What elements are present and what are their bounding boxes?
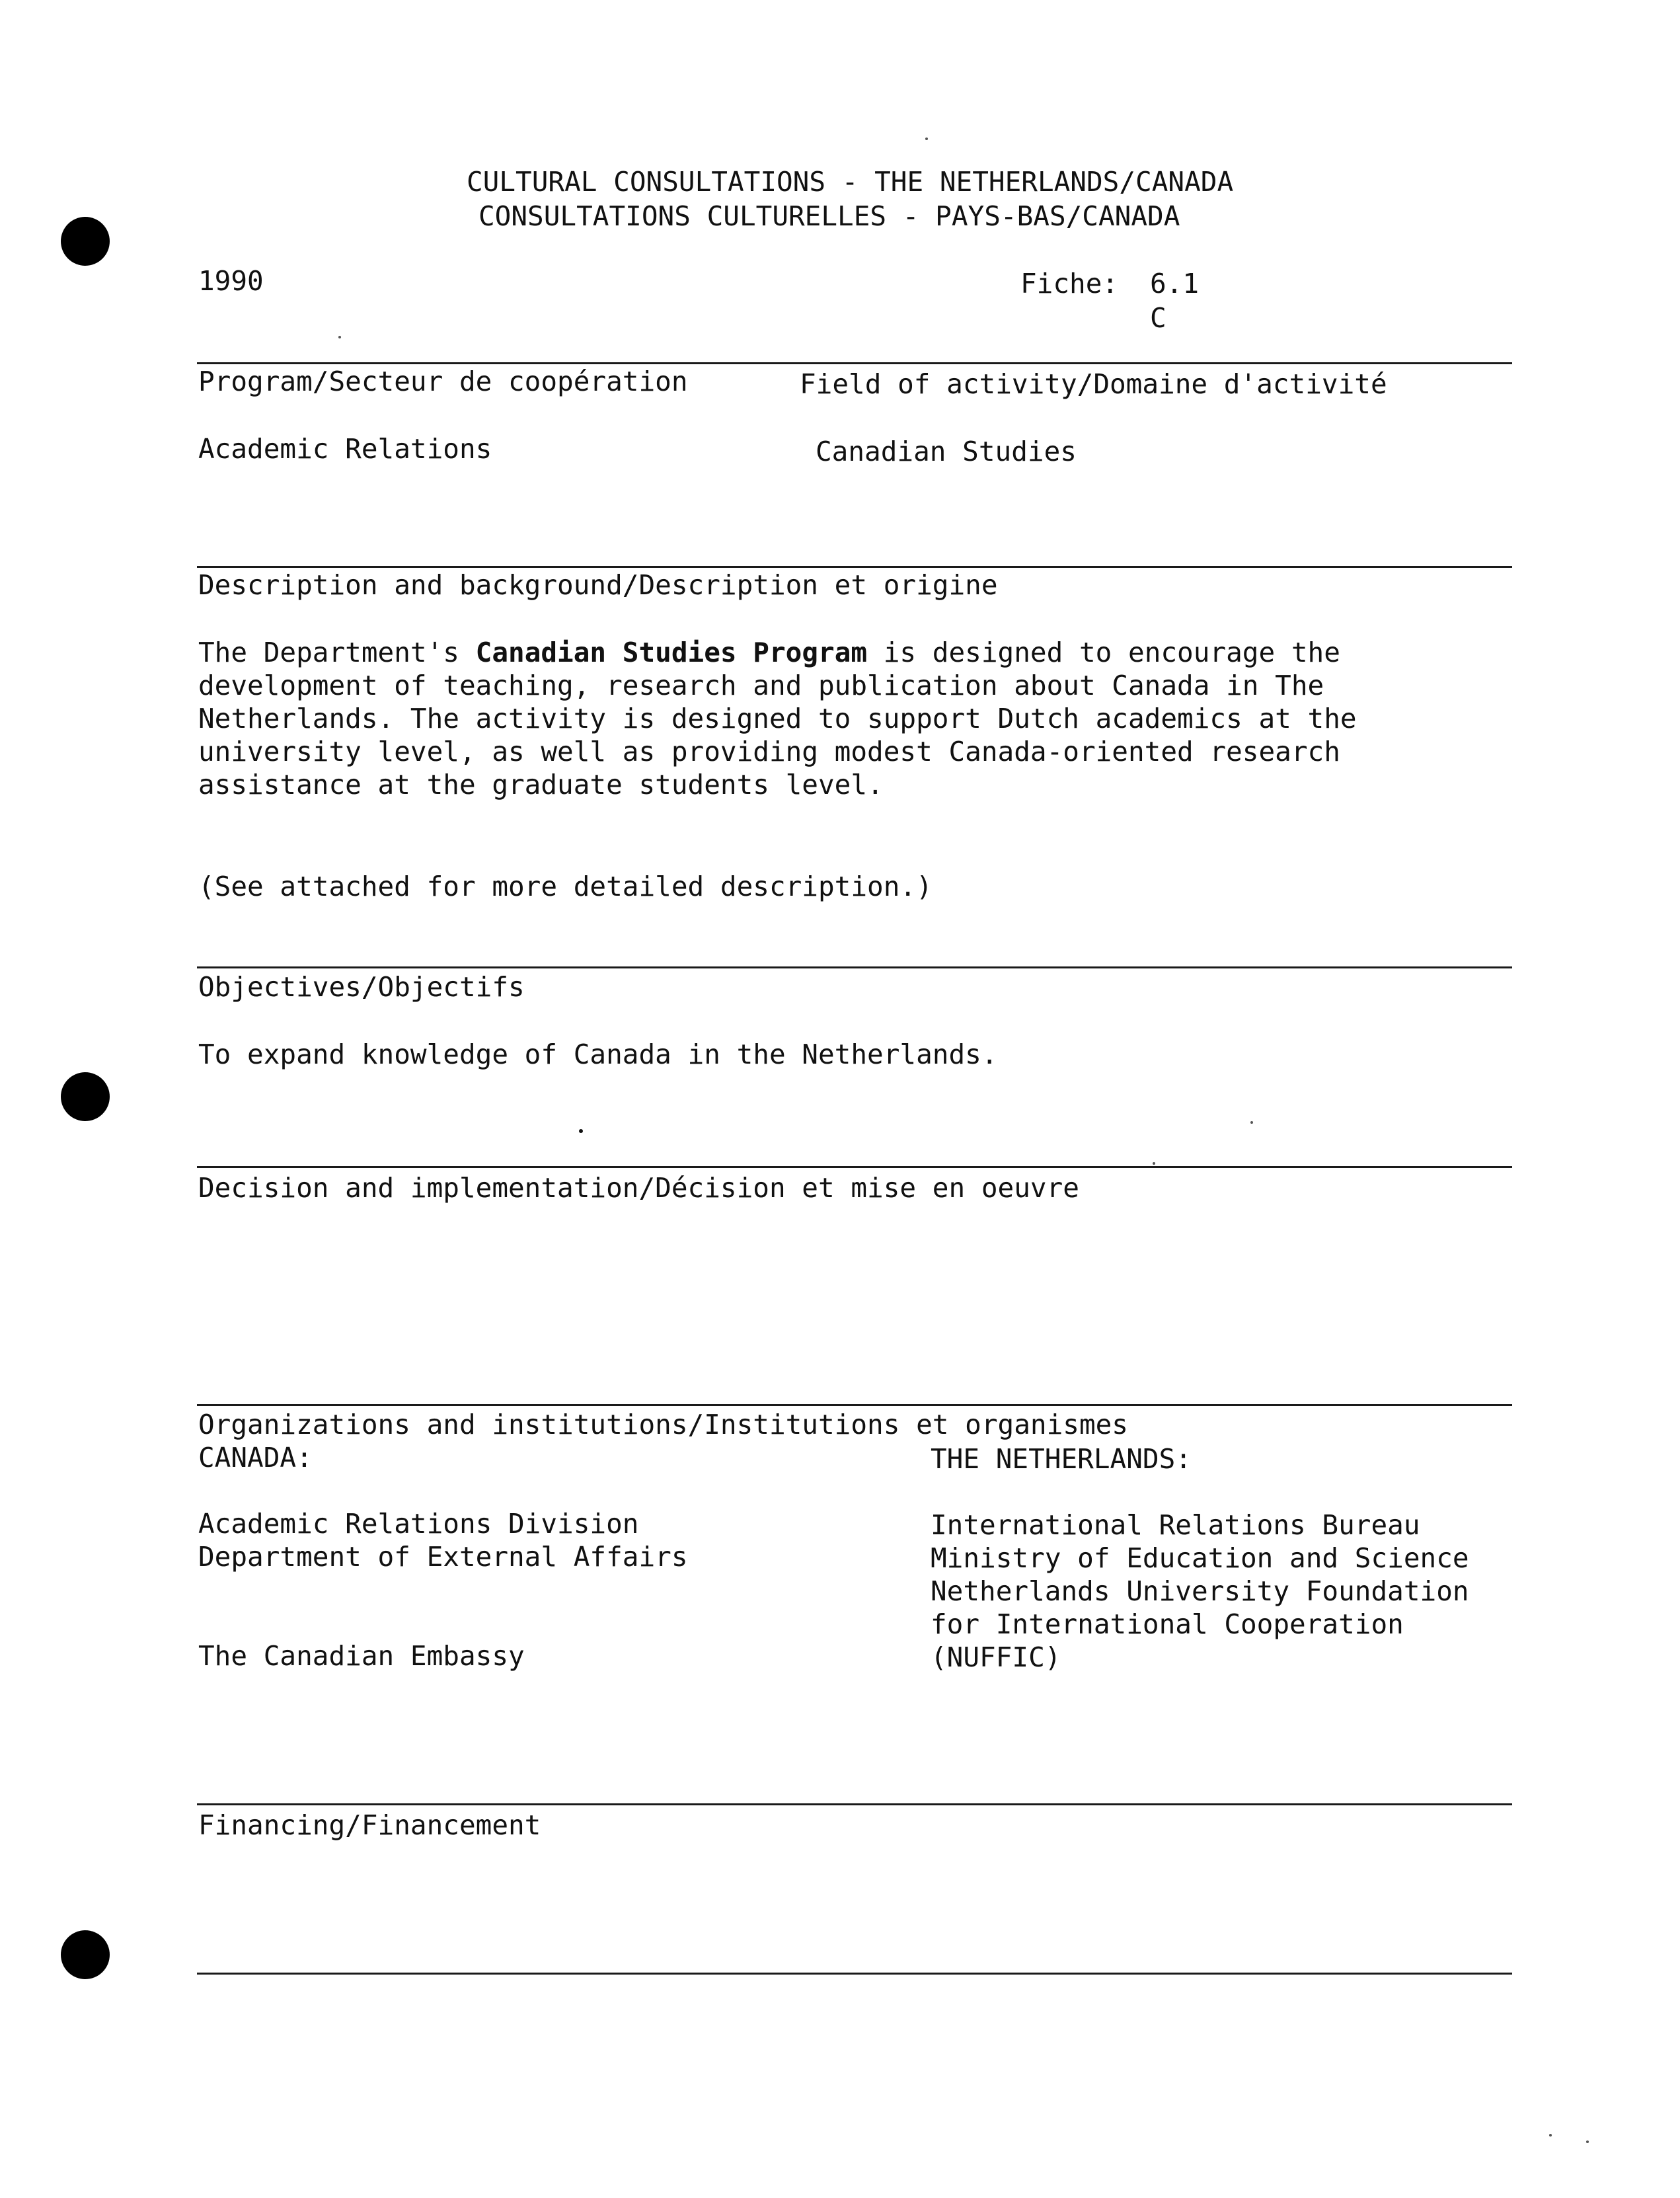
netherlands-org-4: for International Cooperation	[931, 1608, 1404, 1640]
canada-org-2: Department of External Affairs	[198, 1541, 688, 1573]
description-intro: The Department's	[198, 637, 476, 668]
title-english: CULTURAL CONSULTATIONS - THE NETHERLANDS/CANADA	[467, 166, 1234, 198]
description-rest: is designed to encourage the development of teaching, research and publication about Canada in The Netherlands. The activity is designed to support Dutch academics at the university level, as well as providing modest Canada-oriented research assistance at the graduate students level.	[198, 637, 1357, 801]
decision-label: Decision and implementation/Décision et mise en oeuvre	[198, 1172, 1079, 1204]
netherlands-org-2: Ministry of Education and Science	[931, 1542, 1469, 1574]
description-label: Description and background/Description et origine	[198, 569, 998, 601]
year: 1990	[198, 265, 264, 297]
divider-4	[197, 1166, 1512, 1168]
field-value: Canadian Studies	[816, 436, 1077, 467]
divider-5	[197, 1404, 1512, 1406]
netherlands-org-1: International Relations Bureau	[931, 1509, 1420, 1541]
scan-speck	[579, 1129, 583, 1133]
program-value: Academic Relations	[198, 433, 492, 465]
netherlands-org-5: (NUFFIC)	[931, 1641, 1061, 1673]
organizations-label: Organizations and institutions/Institutions et organismes	[198, 1409, 1128, 1440]
title-french: CONSULTATIONS CULTURELLES - PAYS-BAS/CANADA	[478, 200, 1180, 232]
canada-org-3: The Canadian Embassy	[198, 1640, 525, 1672]
program-label: Program/Secteur de coopération	[198, 366, 688, 397]
divider-6	[197, 1803, 1512, 1805]
fiche-letter: C	[1150, 302, 1166, 334]
scan-speck	[1250, 1121, 1253, 1124]
objectives-text: To expand knowledge of Canada in the Netherlands.	[198, 1039, 998, 1070]
divider-1	[197, 362, 1512, 364]
canada-org-1: Academic Relations Division	[198, 1508, 639, 1540]
punch-hole-top	[61, 217, 110, 266]
divider-3	[197, 966, 1512, 968]
punch-hole-middle	[61, 1072, 110, 1121]
fiche-number: 6.1	[1150, 268, 1200, 299]
scan-speck	[1153, 1162, 1155, 1165]
scan-speck	[338, 336, 341, 338]
fiche-label: Fiche:	[1020, 268, 1119, 299]
program-name: Canadian Studies Program	[475, 637, 868, 668]
objectives-label: Objectives/Objectifs	[198, 971, 525, 1003]
netherlands-heading: THE NETHERLANDS:	[931, 1443, 1192, 1475]
netherlands-org-3: Netherlands University Foundation	[931, 1575, 1469, 1607]
divider-2	[197, 566, 1512, 568]
divider-7	[197, 1973, 1512, 1975]
description-note: (See attached for more detailed description.)	[198, 871, 933, 902]
scan-speck	[1549, 2134, 1552, 2137]
punch-hole-bottom	[61, 1930, 110, 1979]
description-paragraph	[198, 636, 1454, 801]
canada-heading: CANADA:	[198, 1442, 313, 1473]
financing-label: Financing/Financement	[198, 1809, 541, 1841]
scan-speck	[925, 137, 928, 140]
scan-speck	[1586, 2140, 1589, 2143]
field-label: Field of activity/Domaine d'activité	[800, 368, 1387, 400]
